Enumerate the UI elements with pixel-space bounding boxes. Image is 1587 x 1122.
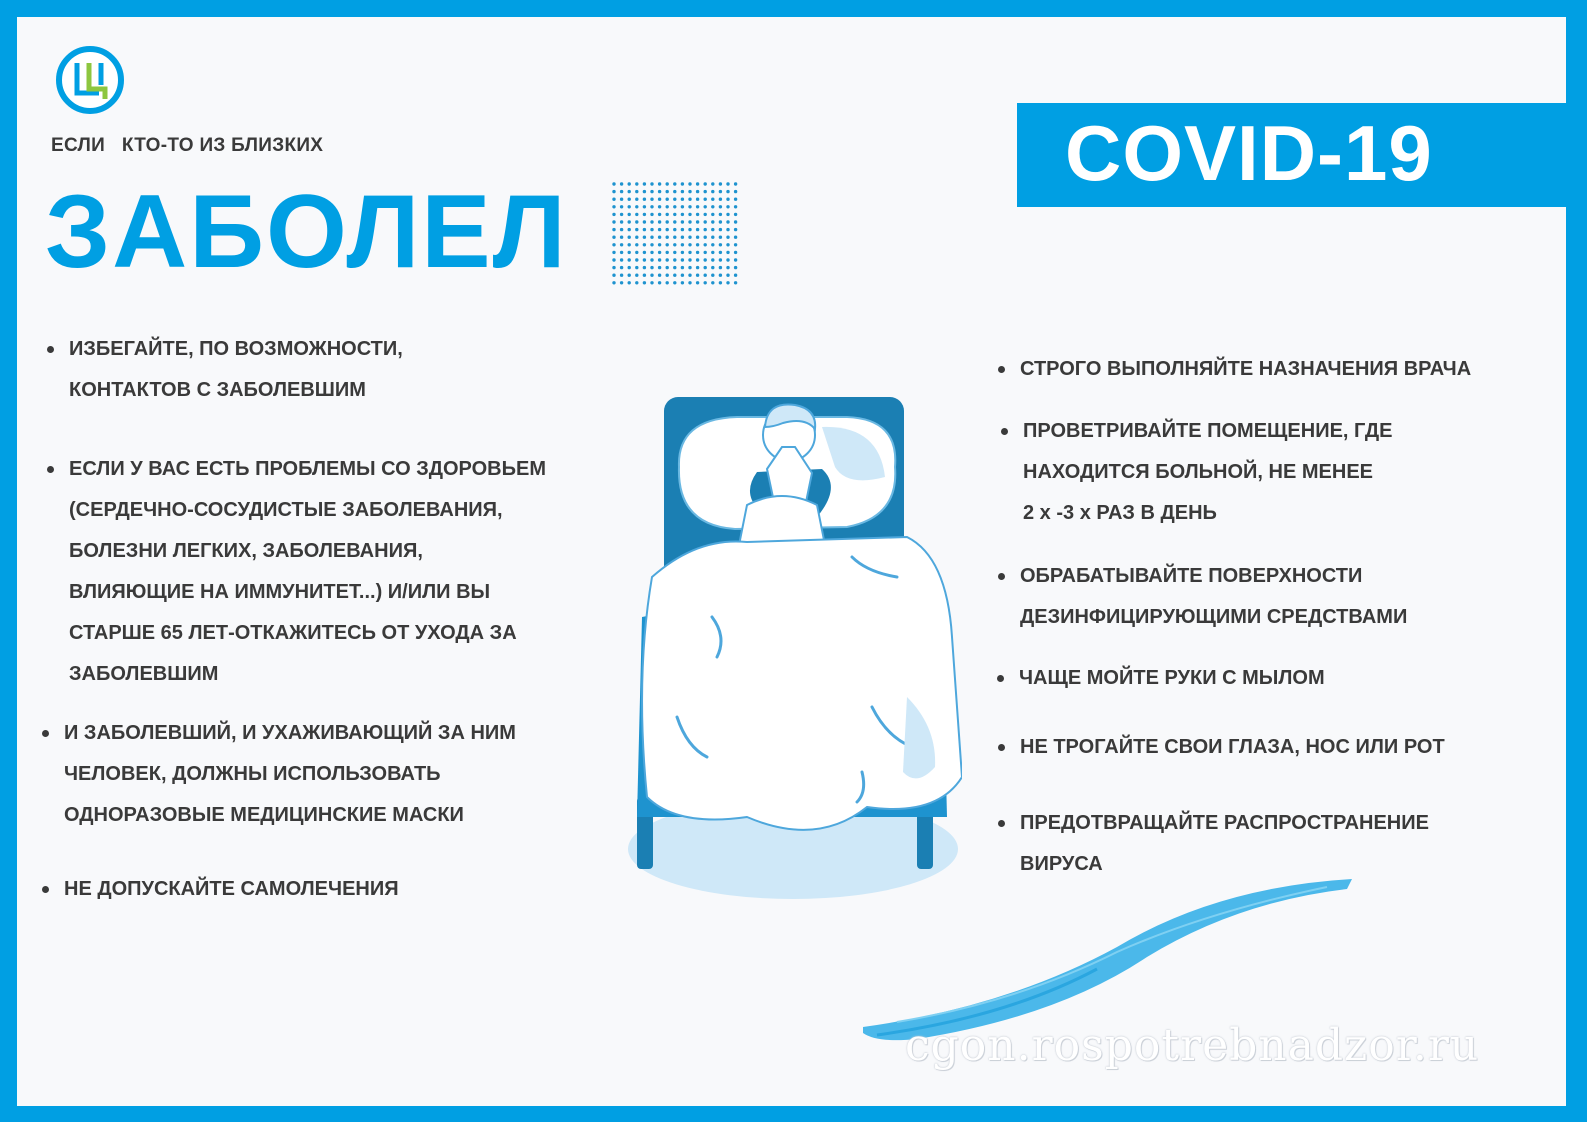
list-item-line: 2 х -3 х РАЗ В ДЕНЬ [1023,502,1217,524]
covid-badge-label: COVID-19 [1065,109,1433,197]
list-item [1023,411,1392,534]
bullet-icon [47,346,54,353]
list-item [64,869,399,910]
list-item-line: ЧЕЛОВЕК, ДОЛЖНЫ ИСПОЛЬЗОВАТЬ [64,763,441,785]
list-item-line: СТРОГО ВЫПОЛНЯЙТЕ НАЗНАЧЕНИЯ ВРАЧА [1020,358,1472,380]
bullet-icon [998,744,1005,751]
list-item-line: ИЗБЕГАЙТЕ, ПО ВОЗМОЖНОСТИ, [69,338,403,360]
list-item [64,713,516,836]
list-item-line: ПРЕДОТВРАЩАЙТЕ РАСПРОСТРАНЕНИЕ [1020,812,1429,834]
bullet-icon [997,675,1004,682]
bullet-icon [998,820,1005,827]
list-item-line: НАХОДИТСЯ БОЛЬНОЙ, НЕ МЕНЕЕ [1023,461,1374,483]
dot-pattern [611,181,741,287]
bullet-icon [47,466,54,473]
list-item-line: (СЕРДЕЧНО-СОСУДИСТЫЕ ЗАБОЛЕВАНИЯ, [69,499,503,521]
subtitle: ЕСЛИ КТО-ТО ИЗ БЛИЗКИХ [51,135,324,156]
bullet-icon [1001,428,1008,435]
list-item-line: ОБРАБАТЫВАЙТЕ ПОВЕРХНОСТИ [1020,565,1363,587]
list-item-line: ВИРУСА [1020,853,1103,875]
list-item-line: БОЛЕЗНИ ЛЕГКИХ, ЗАБОЛЕВАНИЯ, [69,540,423,562]
list-item-line: ВЛИЯЮЩИЕ НА ИММУНИТЕТ...) И/ИЛИ ВЫ [69,581,491,603]
list-item [1020,727,1445,768]
list-item-line: ДЕЗИНФИЦИРУЮЩИМИ СРЕДСТВАМИ [1020,606,1408,628]
bullet-icon [998,573,1005,580]
list-item-line: ЗАБОЛЕВШИМ [69,663,219,685]
list-item-line: КОНТАКТОВ С ЗАБОЛЕВШИМ [69,379,366,401]
list-item-line: ЧАЩЕ МОЙТЕ РУКИ С МЫЛОМ [1019,667,1325,689]
list-item-line: И ЗАБОЛЕВШИЙ, И УХАЖИВАЮЩИЙ ЗА НИМ [64,722,516,744]
bullet-icon [42,886,49,893]
list-item [1020,556,1407,638]
list-item [1020,349,1471,390]
brush-stroke-decoration [857,857,1357,1047]
cgon-logo-icon [55,45,125,115]
list-item [69,329,403,411]
list-item-line: НЕ ДОПУСКАЙТЕ САМОЛЕЧЕНИЯ [64,878,399,900]
sick-person-in-bed-illustration [617,377,962,907]
page-title: ЗАБОЛЕЛ [45,174,568,290]
website-watermark: cgon.rospotrebnadzor.ru [905,1020,1480,1071]
list-item-line: ОДНОРАЗОВЫЕ МЕДИЦИНСКИЕ МАСКИ [64,804,464,826]
bullet-icon [42,730,49,737]
list-item-line: СТАРШЕ 65 ЛЕТ-ОТКАЖИТЕСЬ ОТ УХОДА ЗА [69,622,517,644]
list-item-line: ЕСЛИ У ВАС ЕСТЬ ПРОБЛЕМЫ СО ЗДОРОВЬЕМ [69,458,546,480]
list-item-line: ПРОВЕТРИВАЙТЕ ПОМЕЩЕНИЕ, ГДЕ [1023,420,1393,442]
list-item [1019,658,1325,699]
list-item [69,449,546,695]
covid-badge [1017,103,1566,207]
poster-body [17,17,1566,1106]
list-item-line: НЕ ТРОГАЙТЕ СВОИ ГЛАЗА, НОС ИЛИ РОТ [1020,736,1445,758]
bullet-icon [998,366,1005,373]
